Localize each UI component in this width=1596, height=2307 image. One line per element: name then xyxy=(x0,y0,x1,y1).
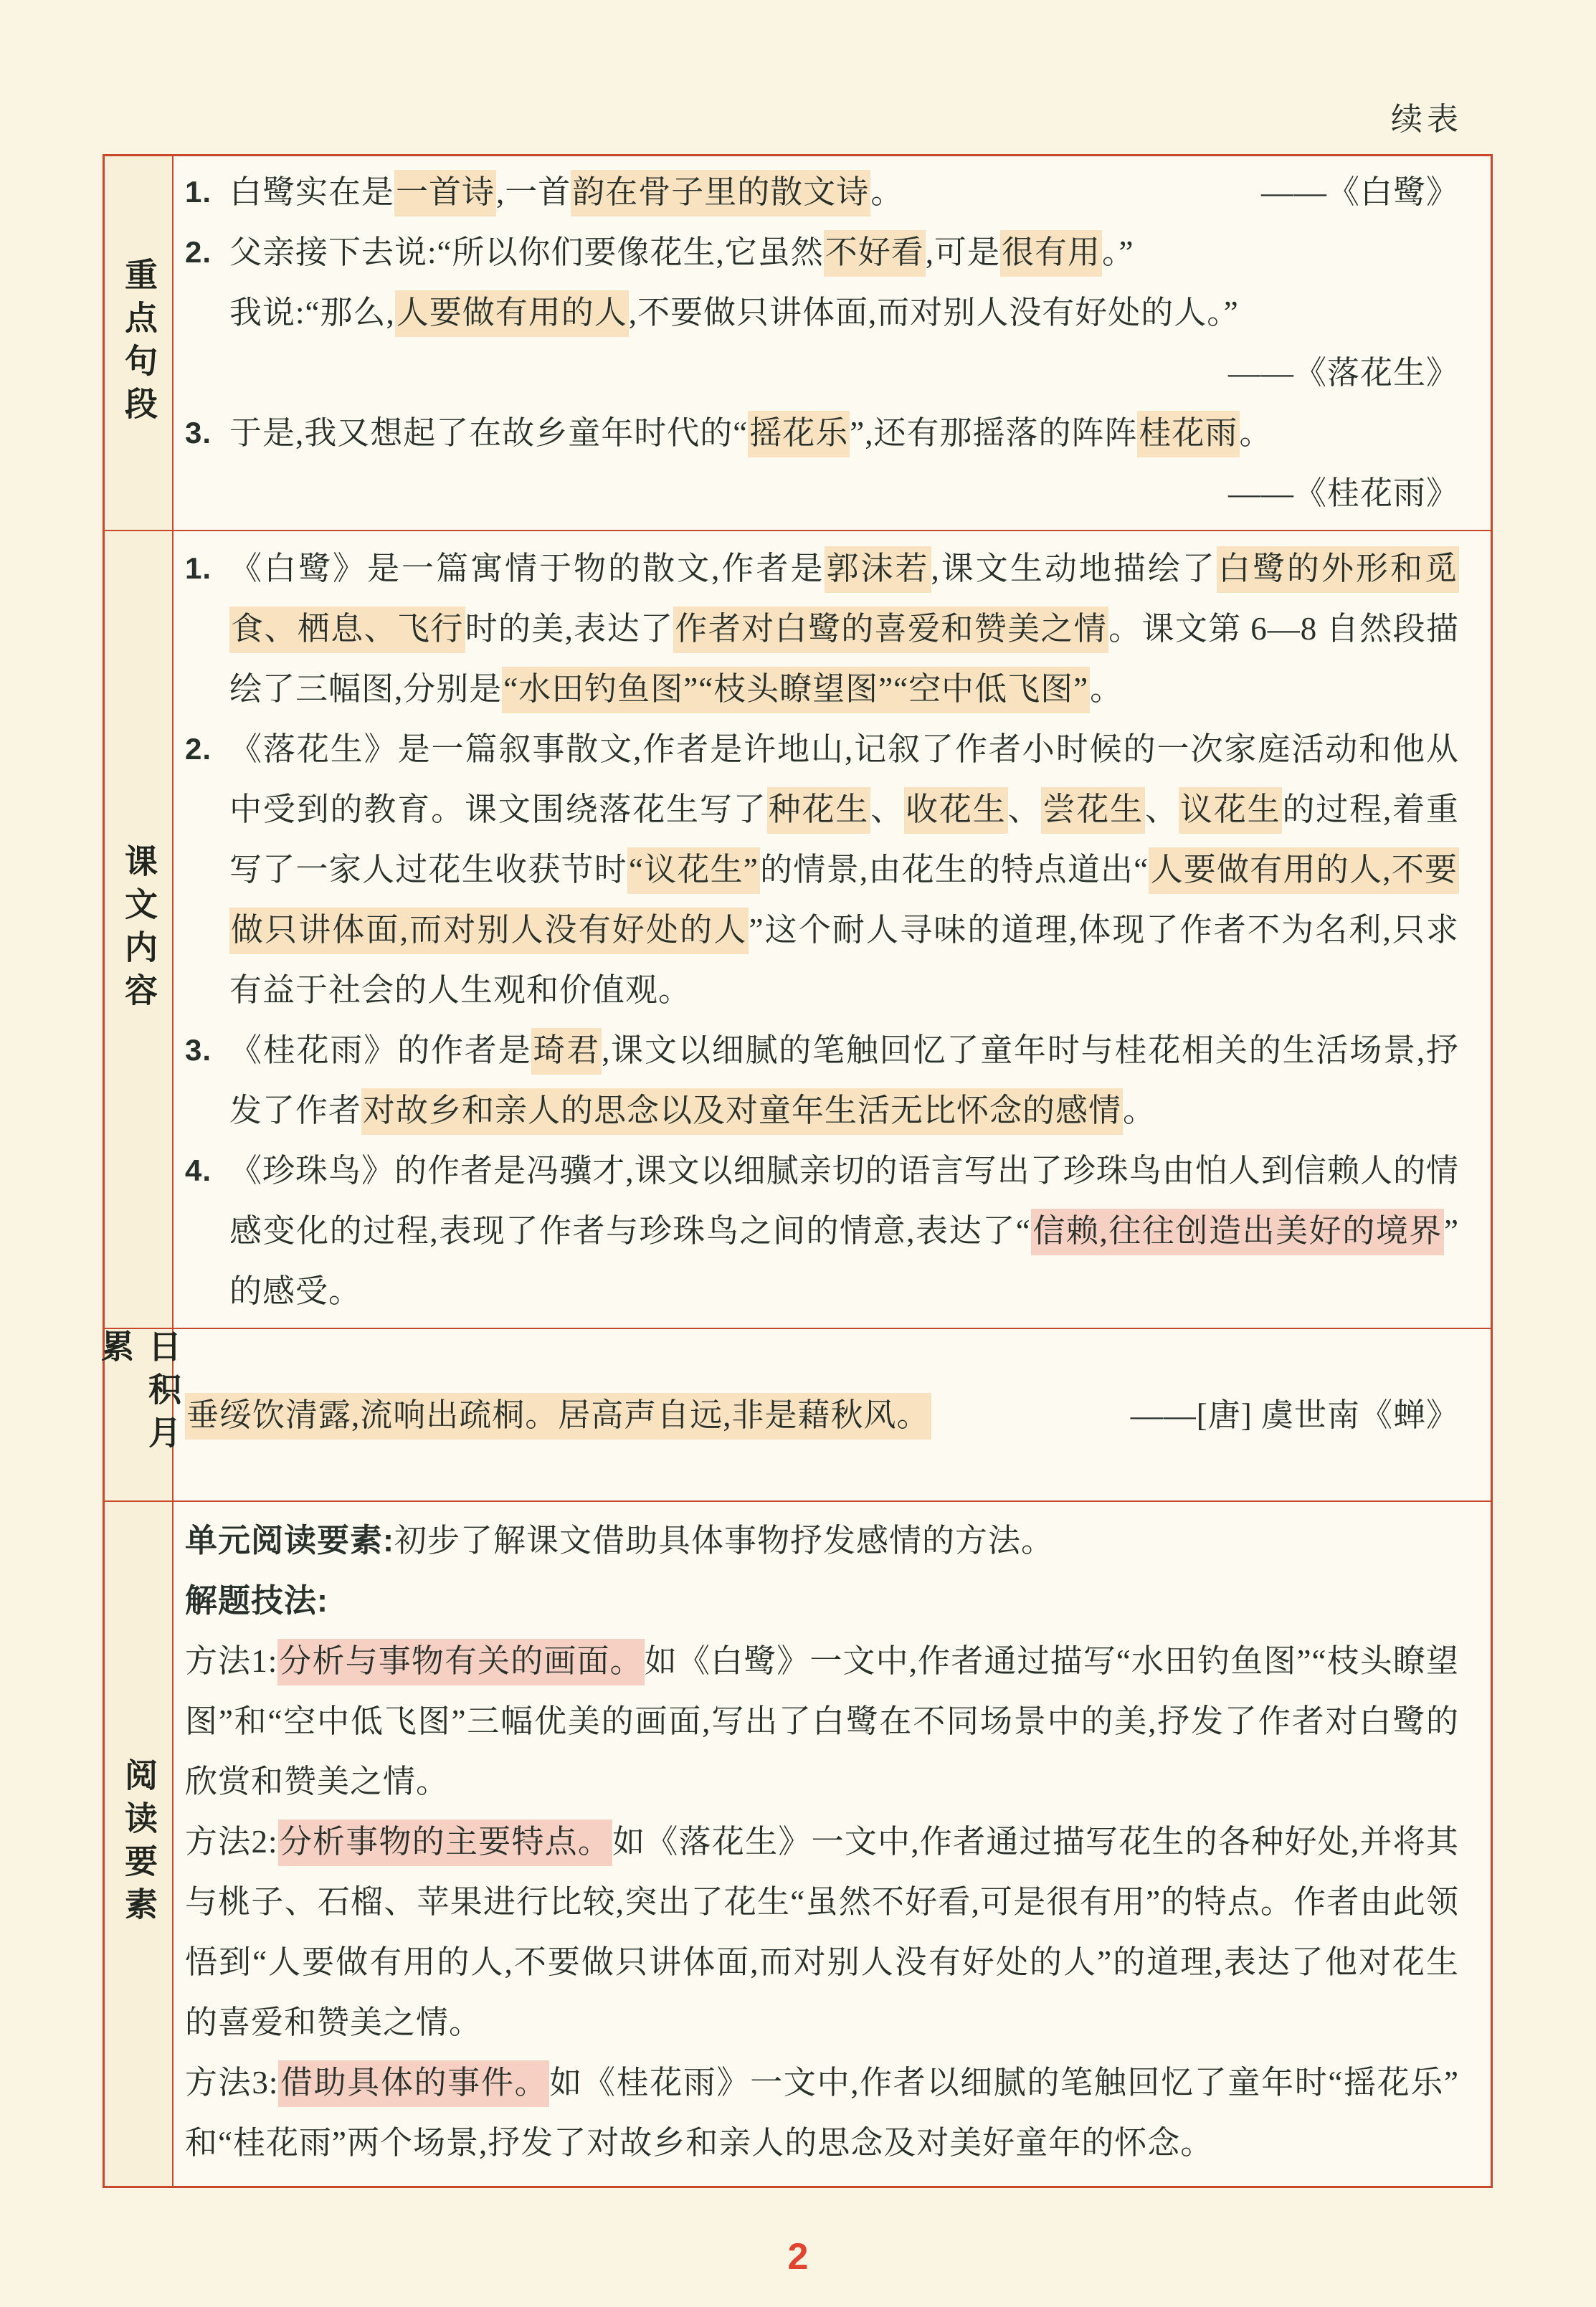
item-number: 4. xyxy=(185,1154,212,1187)
row-label-cell-reading-elements xyxy=(105,1502,174,2186)
paragraph: 方法2:分析事物的主要特点。如《落花生》一文中,作者通过描写花生的各种好处,并将其与桃子、石榴、苹果进行比较,突出了花生“虽然不好看,可是很有用”的特点。作者由此领悟到“人要做有用的人,不要做只讲体面,而对别人没有好处的人”的道理,表达了他对花生的喜爱和赞美之情。 xyxy=(185,1812,1459,2052)
paragraph: 方法3:借助具体的事件。如《桂花雨》一文中,作者以细腻的笔触回忆了童年时“摇花乐”和“桂花雨”两个场景,抒发了对故乡和亲人的思念及对美好童年的怀念。 xyxy=(185,2052,1459,2173)
row-label: 日积月累 xyxy=(97,1329,181,1458)
item-number: 3. xyxy=(185,416,212,449)
list-item xyxy=(185,719,1459,1020)
paragraph: 解题技法: xyxy=(185,1582,328,1619)
list-item xyxy=(185,162,1459,222)
row-key-passages xyxy=(105,156,1491,531)
attribution: ——《白鹭》 xyxy=(1260,174,1459,210)
row-label-cell-daily-accumulation xyxy=(97,1329,181,1500)
row-daily-accumulation xyxy=(97,1329,1491,1502)
poem-line: 垂绥饮清露,流响出疏桐。居高声自远,非是藉秋风。 xyxy=(185,1385,931,1445)
row-content-daily-accumulation xyxy=(174,1329,1491,1500)
continued-table-label: 续表 xyxy=(1391,102,1463,137)
page-number: 2 xyxy=(787,2236,809,2278)
item-number: 3. xyxy=(185,1033,212,1067)
list-item-continuation xyxy=(185,282,1459,343)
paragraph: 单元阅读要素:初步了解课文借助具体事物抒发感情的方法。 xyxy=(185,1522,1055,1559)
item-text: 《桂花雨》的作者是琦君,课文以细腻的笔触回忆了童年时与桂花相关的生活场景,抒发了作者对故乡和亲人的思念以及对童年生活无比怀念的感情。 xyxy=(229,1020,1459,1141)
item-text: 《珍珠鸟》的作者是冯骥才,课文以细腻亲切的语言写出了珍珠鸟由怕人到信赖人的情感变化的过程,表现了作者与珍珠鸟之间的情意,表达了“信赖,往往创造出美好的境界”的感受。 xyxy=(229,1153,1459,1309)
item-text: 于是,我又想起了在故乡童年时代的“摇花乐”,还有那摇落的阵阵桂花雨。 xyxy=(229,403,1459,463)
row-label-cell-key-passages xyxy=(105,156,174,530)
row-content-text-content xyxy=(174,531,1491,1328)
row-content-key-passages xyxy=(174,156,1491,530)
item-number xyxy=(185,282,229,343)
item-number: 1. xyxy=(185,175,212,209)
item-text: 父亲接下去说:“所以你们要像花生,它虽然不好看,可是很有用。” xyxy=(229,222,1459,282)
item-text xyxy=(229,162,1459,222)
item-text: 我说:“那么,人要做有用的人,不要做只讲体面,而对别人没有好处的人。” xyxy=(229,282,1459,343)
row-label: 课文内容 xyxy=(120,843,157,1016)
item-number: 2. xyxy=(185,732,212,766)
attribution: ——《落花生》 xyxy=(1227,355,1459,391)
item-text-segments: 白鹭实在是一首诗,一首韵在骨子里的散文诗。 xyxy=(229,170,903,217)
row-reading-elements xyxy=(105,1502,1491,2186)
item-number: 1. xyxy=(185,551,212,585)
paragraph: 方法1:分析与事物有关的画面。如《白鹭》一文中,作者通过描写“水田钓鱼图”“枝头瞭望图”和“空中低飞图”三幅优美的画面,写出了白鹭在不同场景中的美,抒发了作者对白鹭的欣赏和赞美之情。 xyxy=(185,1631,1459,1812)
row-text-content xyxy=(105,531,1491,1329)
attribution: ——[唐] 虞世南《蝉》 xyxy=(1130,1397,1459,1433)
row-label: 阅读要素 xyxy=(120,1758,157,1930)
item-text: 《白鹭》是一篇寓情于物的散文,作者是郭沫若,课文生动地描绘了白鹭的外形和觅食、栖息、飞行时的美,表达了作者对白鹭的喜爱和赞美之情。课文第 6—8 自然段描绘了三幅图,分别是“水田钓鱼图”“枝头瞭望图”“空中低飞图”。 xyxy=(229,538,1459,719)
list-item xyxy=(185,538,1459,719)
attribution: ——《桂花雨》 xyxy=(1227,475,1459,511)
item-text: 《落花生》是一篇叙事散文,作者是许地山,记叙了作者小时候的一次家庭活动和他从中受到的教育。课文围绕落花生写了种花生、收花生、尝花生、议花生的过程,着重写了一家人过花生收获节时“议花生”的情景,由花生的特点道出“人要做有用的人,不要做只讲体面,而对别人没有好处的人”这个耐人寻味的道理,体现了作者不为名利,只求有益于社会的人生观和价值观。 xyxy=(229,731,1459,1008)
list-item xyxy=(185,1141,1459,1321)
row-label-cell-text-content xyxy=(105,531,174,1328)
summary-table xyxy=(97,154,1493,2188)
list-item xyxy=(185,403,1459,463)
item-number: 2. xyxy=(185,235,212,269)
list-item xyxy=(185,1020,1459,1141)
row-label: 重点句段 xyxy=(120,257,157,429)
row-content-reading-elements xyxy=(174,1502,1491,2186)
list-item xyxy=(185,222,1459,282)
